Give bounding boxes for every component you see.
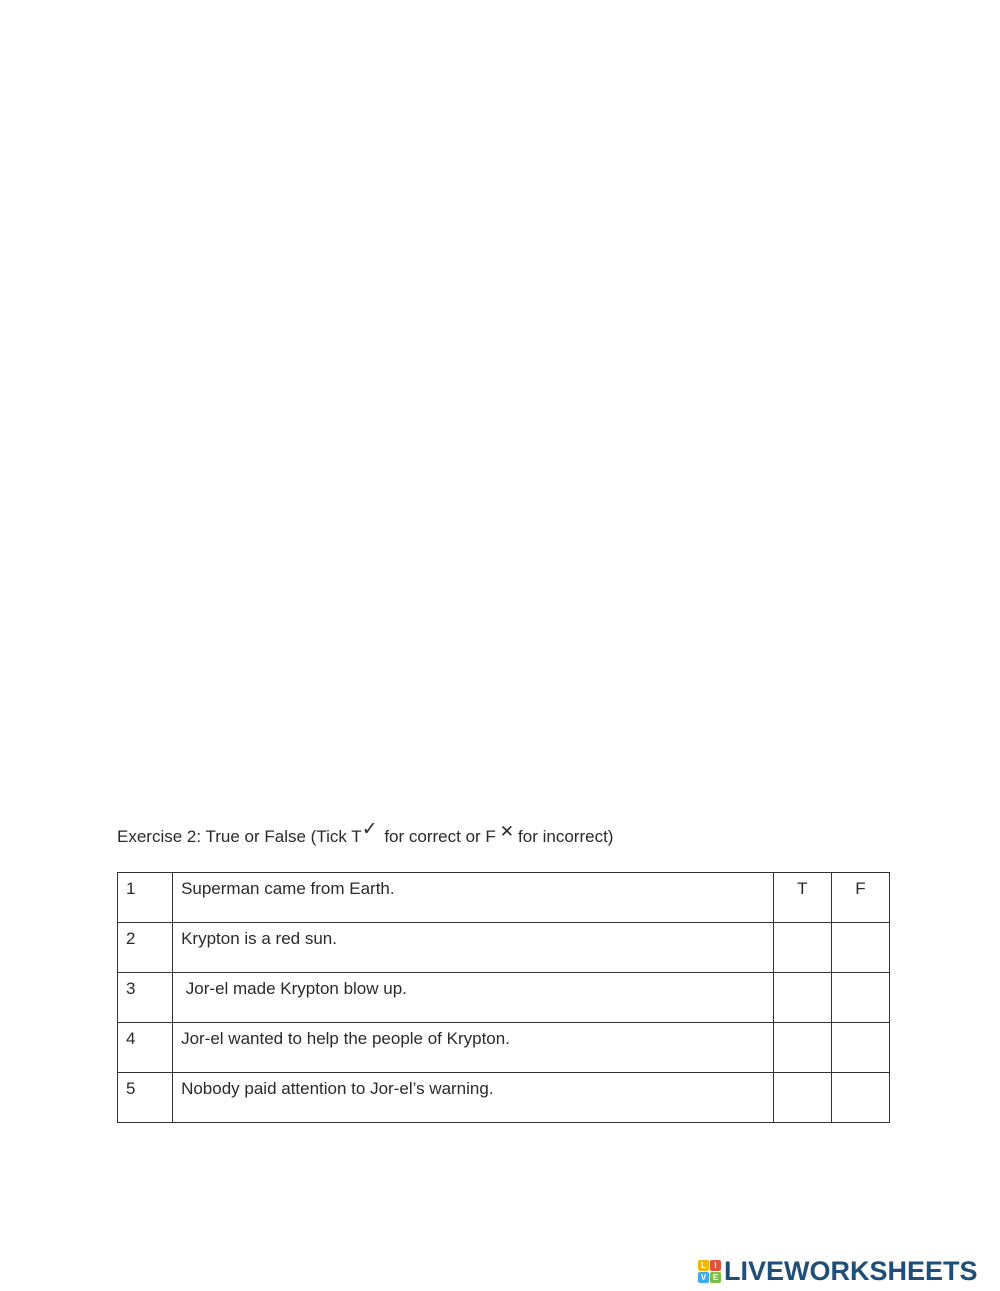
false-cell[interactable]: [831, 1073, 889, 1123]
table-row: [118, 1073, 890, 1123]
statement: Jor-el made Krypton blow up.: [173, 973, 774, 1023]
liveworksheets-logo: [698, 1256, 978, 1286]
exercise-instruction: [117, 819, 614, 852]
true-cell[interactable]: [773, 1073, 831, 1123]
false-cell[interactable]: [831, 973, 889, 1023]
cross-icon: ✕: [499, 822, 515, 841]
true-cell[interactable]: T: [773, 873, 831, 923]
instruction-middle: for correct or F: [379, 827, 496, 846]
logo-block-v: V: [698, 1272, 709, 1283]
logo-text: LIVEWORKSHEETS: [724, 1255, 978, 1286]
true-cell[interactable]: [773, 923, 831, 973]
logo-blocks-icon: [698, 1260, 721, 1283]
check-icon: ✓: [361, 819, 378, 840]
table-row: [118, 923, 890, 973]
statement: Nobody paid attention to Jor-el’s warning.: [173, 1073, 774, 1123]
false-cell[interactable]: [831, 923, 889, 973]
row-number: 4: [118, 1023, 173, 1073]
statement: Jor-el wanted to help the people of Krypton.: [173, 1023, 774, 1073]
row-number: 5: [118, 1073, 173, 1123]
true-cell[interactable]: [773, 1023, 831, 1073]
false-cell[interactable]: F: [831, 873, 889, 923]
logo-block-l: L: [698, 1260, 709, 1271]
true-cell[interactable]: [773, 973, 831, 1023]
table-row: [118, 873, 890, 923]
row-number: 3: [118, 973, 173, 1023]
instruction-suffix: for incorrect): [518, 827, 614, 846]
table-row: [118, 973, 890, 1023]
statement: Superman came from Earth.: [173, 873, 774, 923]
false-cell[interactable]: [831, 1023, 889, 1073]
instruction-prefix: Exercise 2: True or False (Tick T: [117, 827, 362, 846]
row-number: 2: [118, 923, 173, 973]
statement: Krypton is a red sun.: [173, 923, 774, 973]
logo-block-e: E: [710, 1272, 721, 1283]
logo-block-i: I: [710, 1260, 721, 1271]
row-number: 1: [118, 873, 173, 923]
table-row: [118, 1023, 890, 1073]
true-false-table: [117, 872, 890, 1123]
